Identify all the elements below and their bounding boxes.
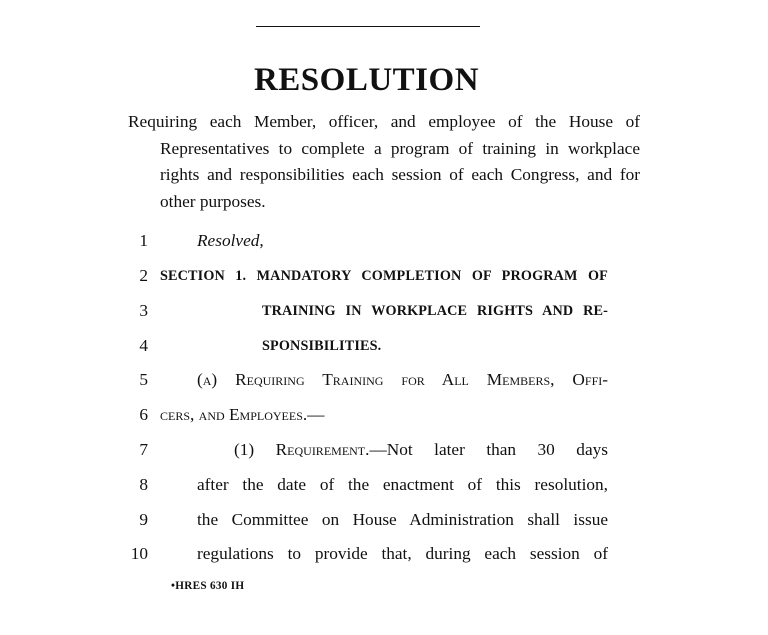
- header-rule: [256, 26, 480, 27]
- paragraph-heading-line: [234, 440, 608, 460]
- line-number: 9: [139, 510, 148, 529]
- bill-identifier-footer: •HRES 630 IH: [171, 580, 245, 592]
- section-heading-line: SPONSIBILITIES.: [262, 338, 382, 354]
- resolution-purpose: Requiring each Member, officer, and employee of the House of Representatives to complete a program of training in workplace rights and responsibilities each session of each Congress, and for other purposes.: [128, 112, 640, 211]
- line-number: 7: [139, 440, 148, 459]
- resolved-clause: Resolved,: [197, 231, 264, 250]
- section-heading-line: SECTION 1. MANDATORY COMPLETION OF PROGRAM OF: [160, 268, 608, 284]
- line-number: 4: [139, 336, 148, 355]
- line-number: 8: [139, 475, 148, 494]
- line-number: 2: [139, 266, 148, 285]
- section-heading-line: TRAINING IN WORKPLACE RIGHTS AND RE-: [262, 303, 608, 319]
- subsection-heading: cers, and Employees.—: [160, 405, 325, 424]
- document-title: RESOLUTION: [253, 62, 480, 98]
- body-text-line: after the date of the enactment of this resolution,: [197, 475, 608, 494]
- body-text-line: regulations to provide that, during each session of: [197, 544, 608, 563]
- body-text-line: the Committee on House Administration shall issue: [197, 510, 608, 529]
- line-number: 6: [139, 405, 148, 424]
- line-number: 3: [139, 301, 148, 320]
- body-text: —Not later than 30 days: [369, 440, 608, 459]
- line-number: 1: [139, 231, 148, 250]
- line-number: 10: [130, 544, 148, 563]
- paragraph-number: (1): [234, 440, 276, 459]
- subsection-heading: (a) Requiring Training for All Members, Offi-: [197, 370, 608, 389]
- paragraph-heading: Requirement.: [275, 440, 370, 459]
- line-number: 5: [139, 370, 148, 389]
